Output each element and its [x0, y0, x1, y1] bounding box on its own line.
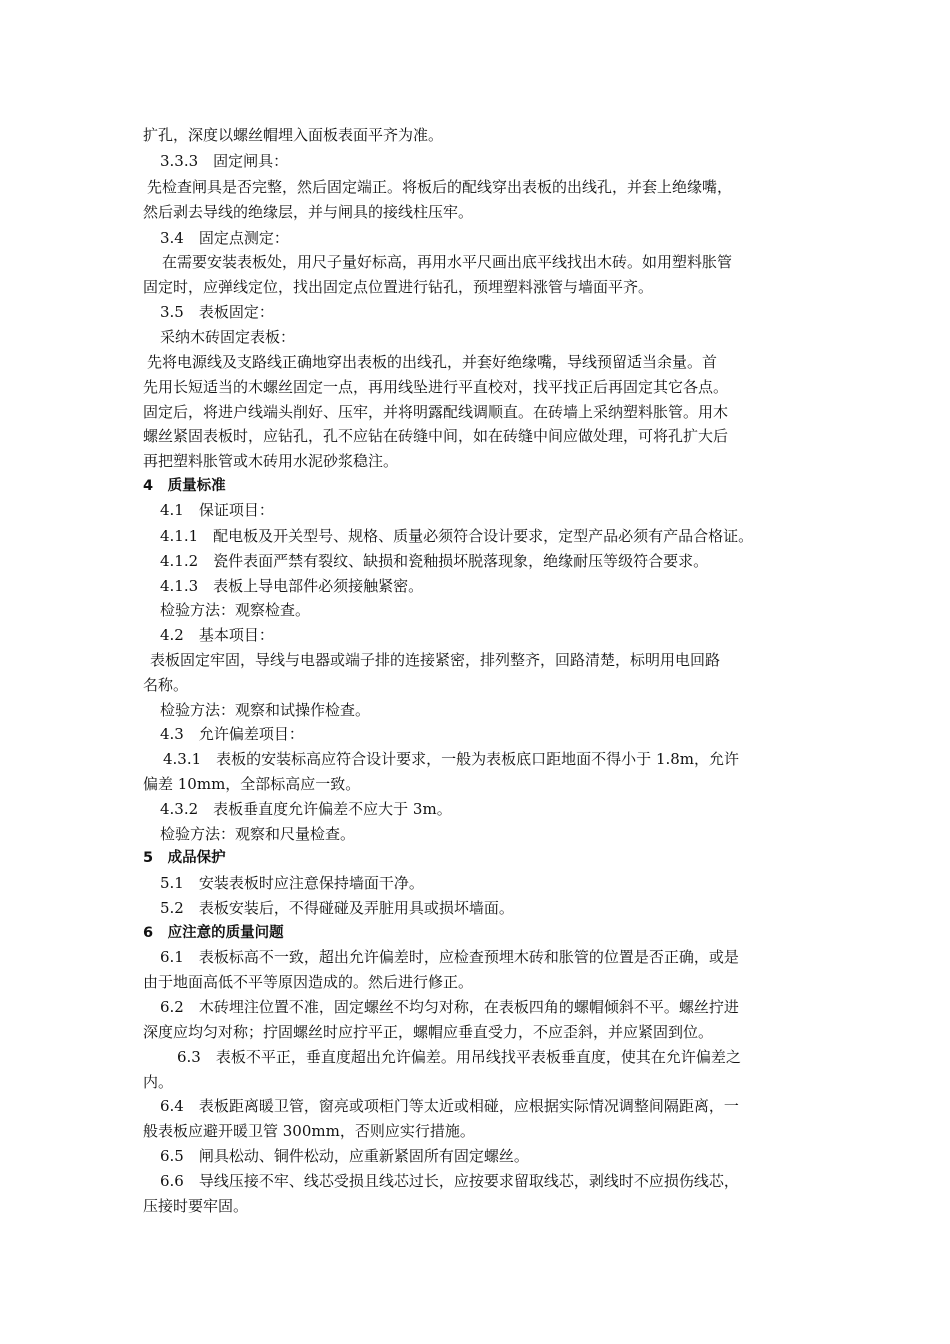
text-line: 然后剥去导线的绝缘层，并与闸具的接线柱压牢。 [143, 203, 474, 221]
list-item: 6.1 表板标高不一致，超出允许偏差时，应检查预埋木砖和胀管的位置是否正确，或是 [160, 948, 739, 966]
section-heading: 4.3 允许偏差项目： [160, 725, 304, 743]
section-heading: 3.3.3 固定闸具： [160, 152, 289, 170]
text-line: 表板固定牢固，导线与电器或端子排的连接紧密，排列整齐，回路清楚，标明用电回路 [150, 651, 721, 669]
text-line: 偏差 10mm，全部标高应一致。 [143, 775, 361, 793]
list-item: 5.2 表板安装后，不得碰碰及弄脏用具或损坏墙面。 [160, 899, 514, 917]
list-item: 6.4 表板距离暖卫管，窗亮或项柜门等太近或相碰，应根据实际情况调整间隔距离，一 [160, 1097, 739, 1115]
text-line: 般表板应避开暖卫管 300mm，否则应实行措施。 [143, 1122, 475, 1140]
list-item: 6.3 表板不平正，垂直度超出允许偏差。用吊线找平表板垂直度，使其在允许偏差之 [177, 1048, 741, 1066]
text-line: 先用长短适当的木螺丝固定一点，再用线坠进行平直校对，找平找正后再固定其它各点。 [143, 378, 729, 396]
section-heading: 4.2 基本项目： [160, 626, 274, 644]
text-line: 扩孔，深度以螺丝帽埋入面板表面平齐为准。 [143, 126, 444, 144]
text-line: 固定后，将进户线端头削好、压牢，并将明露配线调顺直。在砖墙上采纳塑料胀管。用木 [143, 403, 729, 421]
text-line: 由于地面高低不平等原因造成的。然后进行修正。 [143, 973, 474, 991]
text-line: 先将电源线及支路线正确地穿出表板的出线孔，并套好绝缘嘴，导线预留适当余量。首 [147, 353, 718, 371]
chapter-heading: 6 应注意的质量问题 [143, 925, 284, 941]
list-item: 5.1 安装表板时应注意保持墙面干净。 [160, 874, 424, 892]
section-heading: 4.1 保证项目： [160, 501, 274, 519]
text-line: 名称。 [143, 676, 189, 694]
text-line: 再把塑料胀管或木砖用水泥砂浆稳注。 [143, 452, 399, 470]
section-heading: 3.5 表板固定： [160, 303, 274, 321]
text-line: 采纳木砖固定表板： [160, 328, 296, 346]
text-line: 在需要安装表板处，用尺子量好标高，再用水平尺画出底平线找出木砖。如用塑料胀管 [162, 253, 733, 271]
list-item: 4.1.1 配电板及开关型号、规格、质量必须符合设计要求，定型产品必须有产品合格证。 [160, 527, 754, 545]
list-item: 4.1.3 表板上导电部件必须接触紧密。 [160, 577, 424, 595]
text-line: 螺丝紧固表板时，应钻孔，孔不应钻在砖缝中间，如在砖缝中间应做处理，可将孔扩大后 [143, 427, 729, 445]
list-item: 4.3.1 表板的安装标高应符合设计要求，一般为表板底口距地面不得小于 1.8m，允许 [163, 750, 740, 768]
list-item: 4.1.2 瓷件表面严禁有裂纹、缺损和瓷釉损坏脱落现象，绝缘耐压等级符合要求。 [160, 552, 709, 570]
text-line: 固定时，应弹线定位，找出固定点位置进行钻孔，预埋塑料涨管与墙面平齐。 [143, 278, 654, 296]
text-line: 检验方法：观察和试操作检查。 [160, 701, 371, 719]
list-item: 4.3.2 表板垂直度允许偏差不应大于 3m。 [160, 800, 452, 818]
section-heading: 3.4 固定点测定： [160, 229, 289, 247]
list-item: 6.6 导线压接不牢、线芯受损且线芯过长，应按要求留取线芯，剥线时不应损伤线芯， [160, 1172, 739, 1190]
list-item: 6.2 木砖埋注位置不准，固定螺丝不均匀对称，在表板四角的螺帽倾斜不平。螺丝拧进 [160, 998, 739, 1016]
chapter-heading: 4 质量标准 [143, 478, 226, 494]
text-line: 检验方法：观察和尺量检查。 [160, 825, 356, 843]
text-line: 内。 [143, 1073, 174, 1091]
text-line: 检验方法：观察检查。 [160, 601, 311, 619]
list-item: 6.5 闸具松动、铜件松动，应重新紧固所有固定螺丝。 [160, 1147, 529, 1165]
chapter-heading: 5 成品保护 [143, 850, 226, 866]
text-line: 深度应均匀对称；拧固螺丝时应拧平正，螺帽应垂直受力，不应歪斜，并应紧固到位。 [143, 1023, 714, 1041]
text-line: 先检查闸具是否完整，然后固定端正。将板后的配线穿出表板的出线孔，并套上绝缘嘴， [147, 178, 733, 196]
text-line: 压接时要牢固。 [143, 1197, 249, 1215]
